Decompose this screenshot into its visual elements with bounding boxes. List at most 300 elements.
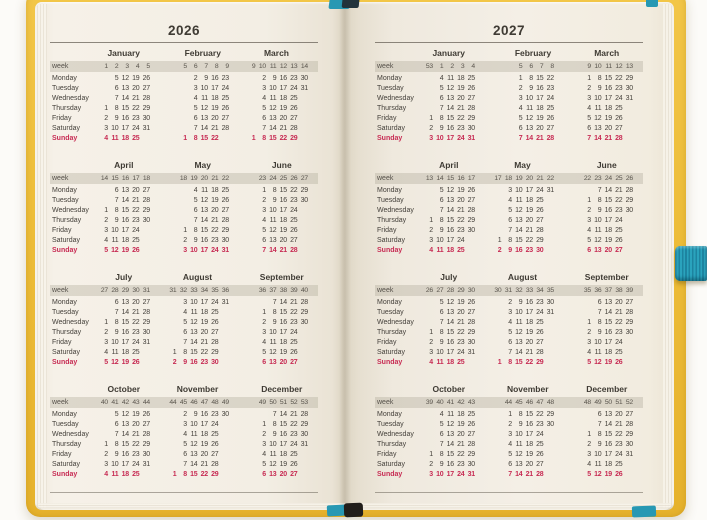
date-cell: 13 bbox=[446, 309, 454, 316]
date-row bbox=[177, 84, 230, 94]
date-row bbox=[581, 124, 634, 134]
date-cell: 39 bbox=[625, 287, 633, 294]
date-cell: 1 bbox=[183, 135, 187, 142]
date-cell: 23 bbox=[132, 115, 140, 122]
date-cell: 25 bbox=[132, 471, 140, 478]
day-label-monday: Monday bbox=[377, 75, 402, 82]
page-edge-left bbox=[35, 4, 47, 508]
date-cell: 7 bbox=[204, 63, 208, 70]
month-name: July bbox=[440, 272, 458, 282]
date-cell: 21 bbox=[132, 197, 140, 204]
date-cell: 11 bbox=[594, 349, 602, 356]
date-cell: 3 bbox=[262, 207, 266, 214]
date-cell: 19 bbox=[279, 461, 287, 468]
date-cell: 11 bbox=[447, 75, 454, 82]
date-cell: 9 bbox=[114, 115, 119, 122]
day-label-thursday: Thursday bbox=[377, 105, 407, 112]
date-cell: 2 bbox=[262, 75, 266, 82]
date-cell: 4 bbox=[439, 75, 444, 82]
date-row bbox=[245, 104, 308, 114]
date-cell: 27 bbox=[467, 197, 475, 204]
date-row bbox=[256, 186, 309, 196]
date-row bbox=[98, 440, 151, 450]
date-row bbox=[423, 470, 476, 480]
date-row bbox=[581, 348, 634, 358]
month-calendar-april bbox=[73, 159, 150, 256]
date-cell: 3 bbox=[262, 329, 266, 336]
month-name: June bbox=[596, 160, 617, 170]
day-label-sunday: Sunday bbox=[52, 359, 78, 366]
date-cell: 51 bbox=[615, 399, 623, 406]
date-cell: 22 bbox=[132, 105, 140, 112]
date-cell: 2 bbox=[104, 451, 108, 458]
date-cell: 21 bbox=[279, 247, 287, 254]
date-cell: 30 bbox=[142, 217, 150, 224]
date-row bbox=[256, 470, 309, 480]
date-cell: 20 bbox=[525, 339, 533, 346]
day-label-wednesday: Wednesday bbox=[52, 431, 89, 438]
month-calendar-december bbox=[231, 383, 308, 480]
empty-cell bbox=[491, 298, 502, 308]
date-cell: 28 bbox=[142, 431, 150, 438]
date-cell: 22 bbox=[536, 411, 544, 418]
date-cell: 8 bbox=[597, 197, 602, 204]
date-row bbox=[423, 308, 476, 318]
date-cell: 15 bbox=[515, 237, 523, 244]
date-cell: 23 bbox=[525, 247, 533, 254]
date-cell: 4 bbox=[508, 197, 512, 204]
week-numbers-row bbox=[581, 285, 634, 296]
date-cell: 10 bbox=[594, 217, 602, 224]
date-cell: 18 bbox=[142, 175, 150, 182]
date-cell: 22 bbox=[615, 197, 623, 204]
date-row bbox=[512, 134, 554, 144]
date-row bbox=[98, 460, 151, 470]
months-row bbox=[73, 271, 318, 368]
empty-cell bbox=[177, 186, 188, 196]
date-row bbox=[98, 420, 151, 430]
day-label-friday: Friday bbox=[377, 339, 397, 346]
date-cell: 4 bbox=[587, 461, 591, 468]
date-cell: 17 bbox=[121, 461, 129, 468]
date-row bbox=[98, 84, 151, 94]
date-cell: 15 bbox=[269, 135, 277, 142]
month-calendar-april bbox=[398, 159, 475, 256]
date-cell: 26 bbox=[467, 85, 475, 92]
date-cell: 3 bbox=[429, 237, 433, 244]
date-cell: 10 bbox=[515, 431, 523, 438]
date-row bbox=[245, 74, 308, 84]
date-row bbox=[581, 328, 634, 338]
date-cell: 26 bbox=[425, 287, 433, 294]
date-row bbox=[581, 470, 634, 480]
months-row bbox=[398, 159, 643, 256]
date-cell: 15 bbox=[190, 471, 198, 478]
date-cell: 7 bbox=[114, 197, 119, 204]
date-cell: 15 bbox=[121, 441, 129, 448]
date-cell: 19 bbox=[525, 207, 533, 214]
empty-cell bbox=[298, 206, 309, 216]
date-cell: 4 bbox=[262, 339, 266, 346]
empty-cell bbox=[166, 328, 177, 338]
empty-cell bbox=[298, 104, 309, 114]
empty-cell bbox=[544, 318, 555, 328]
date-row bbox=[423, 186, 476, 196]
date-cell: 45 bbox=[179, 399, 187, 406]
date-cell: 17 bbox=[536, 95, 544, 102]
date-cell: 19 bbox=[604, 471, 612, 478]
day-label-saturday: Saturday bbox=[377, 237, 406, 244]
date-cell: 30 bbox=[625, 329, 633, 336]
date-cell: 30 bbox=[221, 237, 229, 244]
date-row bbox=[581, 104, 634, 114]
empty-cell bbox=[177, 206, 188, 216]
day-label-friday: Friday bbox=[377, 227, 397, 234]
empty-cell bbox=[491, 186, 502, 196]
date-cell: 10 bbox=[269, 329, 277, 336]
date-cell: 27 bbox=[290, 237, 298, 244]
date-cell: 20 bbox=[457, 95, 465, 102]
date-cell: 29 bbox=[211, 349, 219, 356]
date-row bbox=[512, 74, 554, 84]
date-row bbox=[98, 206, 151, 216]
date-cell: 12 bbox=[269, 349, 277, 356]
date-row bbox=[256, 328, 309, 338]
empty-cell bbox=[298, 358, 309, 368]
date-cell: 13 bbox=[446, 431, 454, 438]
date-cell: 8 bbox=[183, 349, 187, 356]
date-cell: 13 bbox=[594, 247, 602, 254]
date-cell: 11 bbox=[269, 217, 277, 224]
empty-cell bbox=[166, 338, 177, 348]
date-cell: 28 bbox=[625, 309, 633, 316]
day-label-thursday: Thursday bbox=[52, 217, 82, 224]
date-cell: 39 bbox=[425, 399, 433, 406]
date-cell: 13 bbox=[190, 329, 198, 336]
date-cell: 10 bbox=[111, 227, 119, 234]
date-cell: 2 bbox=[172, 359, 177, 366]
date-cell: 20 bbox=[536, 125, 544, 132]
date-cell: 25 bbox=[546, 105, 554, 112]
date-cell: 10 bbox=[515, 309, 523, 316]
months-row bbox=[73, 47, 318, 144]
month-name: March bbox=[263, 48, 290, 58]
date-cell: 21 bbox=[132, 309, 140, 316]
date-row bbox=[166, 348, 229, 358]
date-cell: 13 bbox=[200, 115, 208, 122]
date-cell: 29 bbox=[211, 471, 219, 478]
date-cell: 43 bbox=[132, 399, 140, 406]
date-cell: 15 bbox=[121, 319, 129, 326]
empty-cell bbox=[491, 226, 502, 236]
date-cell: 9 bbox=[439, 461, 444, 468]
date-row bbox=[98, 94, 151, 104]
date-row bbox=[177, 74, 230, 84]
date-cell: 2 bbox=[104, 217, 108, 224]
date-cell: 26 bbox=[546, 115, 554, 122]
date-cell: 7 bbox=[439, 441, 444, 448]
date-cell: 11 bbox=[269, 339, 277, 346]
date-row bbox=[423, 206, 476, 216]
date-cell: 21 bbox=[525, 471, 533, 478]
date-cell: 10 bbox=[436, 135, 444, 142]
empty-cell bbox=[544, 348, 555, 358]
date-cell: 18 bbox=[457, 411, 465, 418]
date-cell: 25 bbox=[211, 431, 219, 438]
month-name: September bbox=[259, 272, 304, 282]
date-cell: 26 bbox=[536, 207, 544, 214]
date-cell: 29 bbox=[300, 187, 308, 194]
date-cell: 7 bbox=[587, 135, 591, 142]
months-row bbox=[398, 271, 643, 368]
date-cell: 21 bbox=[200, 339, 208, 346]
date-cell: 6 bbox=[439, 309, 444, 316]
date-cell: 1 bbox=[262, 187, 266, 194]
empty-cell bbox=[256, 410, 267, 420]
date-cell: 31 bbox=[467, 471, 475, 478]
empty-cell bbox=[544, 338, 555, 348]
date-cell: 27 bbox=[615, 247, 623, 254]
date-row bbox=[245, 134, 308, 144]
date-row bbox=[245, 114, 308, 124]
empty-cell bbox=[423, 84, 434, 94]
date-cell: 17 bbox=[604, 339, 612, 346]
week-numbers-row bbox=[581, 173, 634, 184]
date-cell: 29 bbox=[536, 359, 544, 366]
date-cell: 14 bbox=[279, 299, 287, 306]
quarter-section bbox=[375, 47, 643, 144]
empty-cell bbox=[423, 430, 434, 440]
date-cell: 10 bbox=[269, 441, 277, 448]
date-row bbox=[256, 236, 309, 246]
date-cell: 5 bbox=[183, 441, 187, 448]
date-cell: 20 bbox=[457, 197, 465, 204]
date-cell: 26 bbox=[536, 451, 544, 458]
date-row bbox=[423, 318, 476, 328]
page-edge-right bbox=[663, 4, 674, 508]
date-row bbox=[256, 348, 309, 358]
quarter-section bbox=[50, 47, 318, 144]
empty-cell bbox=[423, 196, 434, 206]
date-row bbox=[512, 94, 554, 104]
date-cell: 31 bbox=[142, 125, 150, 132]
date-cell: 3 bbox=[508, 431, 512, 438]
date-cell: 15 bbox=[121, 105, 129, 112]
date-cell: 12 bbox=[121, 411, 129, 418]
date-cell: 8 bbox=[183, 471, 187, 478]
empty-cell bbox=[581, 186, 592, 196]
empty-cell bbox=[298, 328, 309, 338]
date-cell: 14 bbox=[604, 309, 612, 316]
week-numbers-row bbox=[245, 61, 308, 72]
date-cell: 48 bbox=[546, 399, 554, 406]
date-cell: 30 bbox=[300, 319, 308, 326]
date-cell: 26 bbox=[290, 349, 298, 356]
date-row bbox=[98, 430, 151, 440]
date-cell: 31 bbox=[625, 95, 633, 102]
date-cell: 19 bbox=[279, 227, 287, 234]
week-numbers-row bbox=[177, 61, 230, 72]
date-cell: 17 bbox=[604, 451, 612, 458]
date-cell: 14 bbox=[190, 461, 198, 468]
day-label-monday: Monday bbox=[52, 299, 77, 306]
date-cell: 7 bbox=[439, 207, 444, 214]
date-cell: 24 bbox=[615, 95, 623, 102]
empty-cell bbox=[177, 114, 188, 124]
date-cell: 1 bbox=[429, 451, 433, 458]
date-cell: 35 bbox=[211, 287, 219, 294]
month-calendar-may bbox=[477, 159, 554, 256]
date-cell: 5 bbox=[146, 63, 150, 70]
date-cell: 30 bbox=[221, 411, 229, 418]
date-cell: 28 bbox=[467, 105, 475, 112]
date-cell: 6 bbox=[262, 237, 266, 244]
date-cell: 3 bbox=[104, 125, 108, 132]
date-cell: 9 bbox=[597, 207, 602, 214]
empty-cell bbox=[177, 104, 188, 114]
date-row bbox=[98, 226, 151, 236]
date-row bbox=[98, 196, 151, 206]
month-calendar-september bbox=[231, 271, 308, 368]
date-cell: 14 bbox=[515, 471, 523, 478]
day-label-saturday: Saturday bbox=[377, 349, 406, 356]
date-cell: 18 bbox=[211, 95, 219, 102]
date-cell: 12 bbox=[279, 63, 287, 70]
date-cell: 3 bbox=[429, 349, 433, 356]
date-cell: 5 bbox=[439, 299, 444, 306]
date-cell: 7 bbox=[114, 309, 119, 316]
empty-cell bbox=[491, 318, 502, 328]
date-cell: 27 bbox=[221, 207, 229, 214]
date-cell: 3 bbox=[262, 441, 266, 448]
date-cell: 1 bbox=[587, 431, 591, 438]
date-cell: 12 bbox=[594, 115, 602, 122]
date-cell: 7 bbox=[508, 471, 512, 478]
date-cell: 11 bbox=[201, 187, 208, 194]
date-cell: 23 bbox=[258, 175, 266, 182]
date-cell: 16 bbox=[536, 85, 544, 92]
date-cell: 4 bbox=[193, 187, 198, 194]
date-cell: 20 bbox=[604, 125, 612, 132]
date-cell: 2 bbox=[518, 85, 523, 92]
date-cell: 19 bbox=[457, 299, 465, 306]
date-row bbox=[177, 114, 230, 124]
date-cell: 25 bbox=[467, 75, 475, 82]
date-cell: 6 bbox=[587, 247, 591, 254]
date-cell: 17 bbox=[279, 85, 287, 92]
date-cell: 22 bbox=[200, 471, 208, 478]
date-row bbox=[512, 84, 554, 94]
date-cell: 11 bbox=[111, 349, 119, 356]
date-cell: 8 bbox=[518, 411, 523, 418]
date-cell: 30 bbox=[625, 207, 633, 214]
date-cell: 29 bbox=[536, 237, 544, 244]
date-cell: 14 bbox=[279, 411, 287, 418]
date-cell: 10 bbox=[190, 299, 198, 306]
day-label-tuesday: Tuesday bbox=[52, 309, 79, 316]
date-cell: 20 bbox=[211, 207, 219, 214]
date-cell: 8 bbox=[597, 319, 602, 326]
date-cell: 24 bbox=[457, 237, 465, 244]
date-cell: 47 bbox=[536, 399, 544, 406]
empty-cell bbox=[166, 440, 177, 450]
empty-cell bbox=[491, 216, 502, 226]
date-cell: 2 bbox=[508, 421, 512, 428]
calendar-grid-2027 bbox=[375, 47, 643, 480]
date-row bbox=[177, 196, 230, 206]
empty-cell bbox=[219, 328, 230, 338]
date-cell: 27 bbox=[536, 217, 544, 224]
month-name: September bbox=[584, 272, 629, 282]
date-row bbox=[423, 104, 476, 114]
date-row bbox=[491, 186, 554, 196]
date-cell: 24 bbox=[457, 471, 465, 478]
date-cell: 25 bbox=[221, 95, 229, 102]
date-cell: 9 bbox=[529, 85, 533, 92]
date-cell: 17 bbox=[200, 421, 208, 428]
date-row bbox=[98, 236, 151, 246]
date-row bbox=[177, 206, 230, 216]
date-cell: 3 bbox=[508, 309, 512, 316]
date-cell: 4 bbox=[193, 95, 198, 102]
day-label-monday: Monday bbox=[377, 299, 402, 306]
date-cell: 20 bbox=[132, 421, 140, 428]
date-cell: 18 bbox=[179, 175, 187, 182]
date-cell: 26 bbox=[132, 247, 140, 254]
elastic-band-top bbox=[646, 0, 658, 7]
date-cell: 23 bbox=[221, 75, 229, 82]
date-row bbox=[98, 348, 151, 358]
date-cell: 20 bbox=[200, 175, 208, 182]
day-label-monday: Monday bbox=[52, 187, 77, 194]
quarter-section bbox=[50, 159, 318, 256]
date-row bbox=[581, 338, 634, 348]
date-cell: 15 bbox=[446, 451, 454, 458]
empty-cell bbox=[245, 124, 256, 134]
date-cell: 14 bbox=[515, 349, 523, 356]
empty-cell bbox=[177, 74, 188, 84]
empty-cell bbox=[544, 216, 555, 226]
date-row bbox=[423, 440, 476, 450]
date-cell: 22 bbox=[546, 75, 554, 82]
date-cell: 23 bbox=[457, 125, 465, 132]
date-cell: 20 bbox=[604, 247, 612, 254]
date-cell: 20 bbox=[211, 115, 219, 122]
date-cell: 31 bbox=[546, 187, 554, 194]
day-label-thursday: Thursday bbox=[377, 329, 407, 336]
date-cell: 3 bbox=[460, 63, 465, 70]
date-cell: 17 bbox=[132, 175, 140, 182]
quarter-section bbox=[375, 159, 643, 256]
date-cell: 24 bbox=[615, 339, 623, 346]
date-cell: 16 bbox=[121, 329, 129, 336]
empty-cell bbox=[298, 470, 309, 480]
date-cell: 22 bbox=[615, 431, 623, 438]
date-cell: 37 bbox=[604, 287, 612, 294]
month-name: April bbox=[439, 160, 459, 170]
date-cell: 16 bbox=[525, 421, 533, 428]
day-label-tuesday: Tuesday bbox=[377, 85, 404, 92]
date-cell: 49 bbox=[221, 399, 229, 406]
month-name: December bbox=[261, 384, 303, 394]
date-cell: 11 bbox=[111, 237, 119, 244]
date-cell: 8 bbox=[262, 135, 266, 142]
empty-cell bbox=[219, 460, 230, 470]
date-cell: 16 bbox=[279, 75, 287, 82]
date-cell: 7 bbox=[262, 125, 266, 132]
date-cell: 44 bbox=[504, 399, 512, 406]
date-cell: 7 bbox=[183, 461, 187, 468]
